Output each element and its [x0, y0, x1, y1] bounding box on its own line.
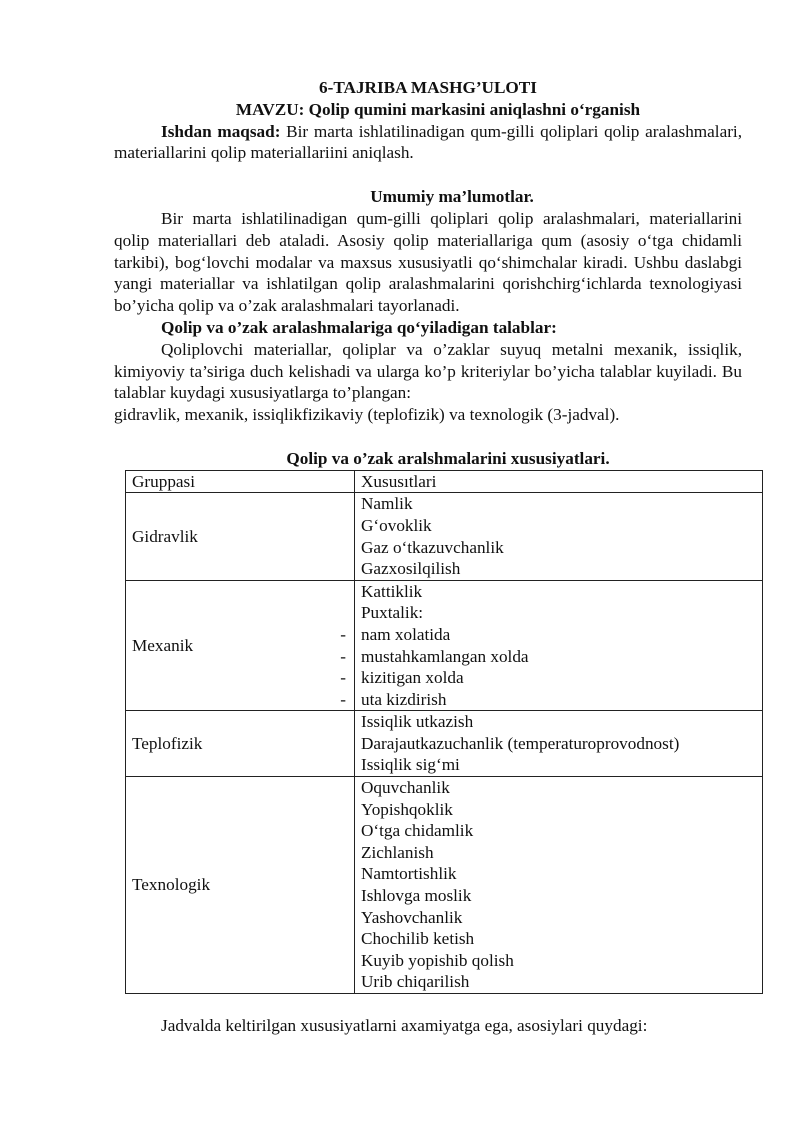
group-name: Texnologik [132, 875, 211, 895]
property-item: Namlik [361, 494, 413, 514]
property-item: O‘tga chidamlik [361, 821, 474, 841]
goal-label: Ishdan maqsad: [161, 121, 281, 141]
property-item: Kattiklik [361, 581, 423, 601]
table-header-row [126, 470, 763, 493]
header-properties: Xususıtlari [355, 470, 763, 493]
dash-marker: - [340, 689, 346, 709]
requirements-paragraph: Qoliplovchi materiallar, qoliplar va o’zaklar suyuq metalni mexanik, issiqlik, kimiyoviy ta’siriga duch kelishadi va ularga ko’p kriteriylar bo’yicha talablar kuyiladi. Bu talablar kuydagi xususiyatlarga to’plangan: [114, 339, 742, 403]
general-heading: Umumiy ma’lumotlar. [370, 187, 534, 207]
table-row [126, 493, 763, 580]
properties-cell [355, 711, 763, 777]
table-row [126, 711, 763, 777]
group-name: Gidravlik [132, 526, 198, 546]
property-item: G‘ovoklik [361, 515, 432, 535]
group-name-cell [126, 711, 355, 777]
table-caption: Qolip va o’zak aralshmalarini xususiyatlari. [286, 448, 610, 468]
property-item: Ishlovga moslik [361, 886, 472, 906]
page-title: 6-TAJRIBA MASHG’ULOTI [319, 78, 537, 97]
property-item: nam xolatida [361, 624, 451, 644]
group-name: Teplofizik [132, 733, 203, 753]
property-item: Issiqlik utkazish [361, 712, 474, 732]
document-page [114, 77, 742, 1037]
properties-table [125, 470, 763, 994]
property-item: Yopishqoklik [361, 799, 453, 819]
property-item: Oquvchanlik [361, 778, 450, 798]
properties-cell [355, 777, 763, 994]
property-item: Issiqlik sig‘mi [361, 755, 460, 775]
goal-paragraph [114, 121, 742, 165]
property-item: Yashovchanlik [361, 907, 463, 927]
property-item: Zichlanish [361, 842, 434, 862]
closing-paragraph: Jadvalda keltirilgan xususiyatlarni axamiyatga ega, asosiylari quydagi: [161, 1016, 648, 1035]
dash-marker: - [340, 624, 346, 644]
property-item: Kuyib yopishib qolish [361, 950, 514, 970]
property-item: Namtortishlik [361, 864, 457, 884]
requirements-line: gidravlik, mexanik, issiqlikfizikaviy (teplofizik) va texnologik (3-jadval). [114, 405, 620, 425]
group-name-cell [126, 777, 355, 994]
property-item: Chochilib ketish [361, 929, 475, 949]
page-topic: MAVZU: Qolip qumini markasini aniqlashni o‘rganish [235, 99, 641, 119]
property-item: Darajautkazuchanlik (temperaturoprovodnost) [361, 733, 680, 753]
property-item: Gaz o‘tkazuvchanlik [361, 537, 504, 557]
group-name-cell [126, 493, 355, 580]
property-item: Gazxosilqilish [361, 559, 461, 579]
property-item: uta kizdirish [361, 689, 447, 709]
dash-marker: - [340, 646, 346, 666]
property-item: kizitigan xolda [361, 668, 464, 688]
header-group: Gruppasi [126, 470, 355, 493]
properties-cell [355, 493, 763, 580]
group-name-cell [126, 580, 355, 711]
property-item: Urib chiqarilish [361, 972, 470, 992]
property-item: Puxtalik: [361, 603, 424, 623]
dash-markers [340, 624, 346, 710]
group-name: Mexanik [132, 635, 194, 655]
dash-marker: - [340, 668, 346, 688]
table-row [126, 580, 763, 711]
property-item: mustahkamlangan xolda [361, 646, 529, 666]
properties-cell [355, 580, 763, 711]
general-paragraph: Bir marta ishlatilinadigan qum-gilli qoliplari qolip aralashmalari, materiallarini qolip materiallari deb ataladi. Asosiy qolip materiallariga qum (asosiy o‘tga chidamli tarkibi), bog‘lovchi modalar va maxsus xususiyatli qo‘shimchalar kiradi. Ushbu daslabgi yangi materiallar va ishlatilgan qolip aralashmalarini qorishchirg‘ichlarda texnologiyasi bo’yicha qolip va o’zak aralashmalari tayorlanadi. [114, 208, 742, 316]
table-row [126, 777, 763, 994]
goal-text: Bir marta ishlatilinadigan qum-gilli qoliplari qolip aralashmalari, materiallarini qolip materiallariini aniqlash. [114, 121, 742, 163]
requirements-heading: Qolip va o’zak aralashmalariga qo‘yiladigan talablar: [161, 317, 557, 337]
